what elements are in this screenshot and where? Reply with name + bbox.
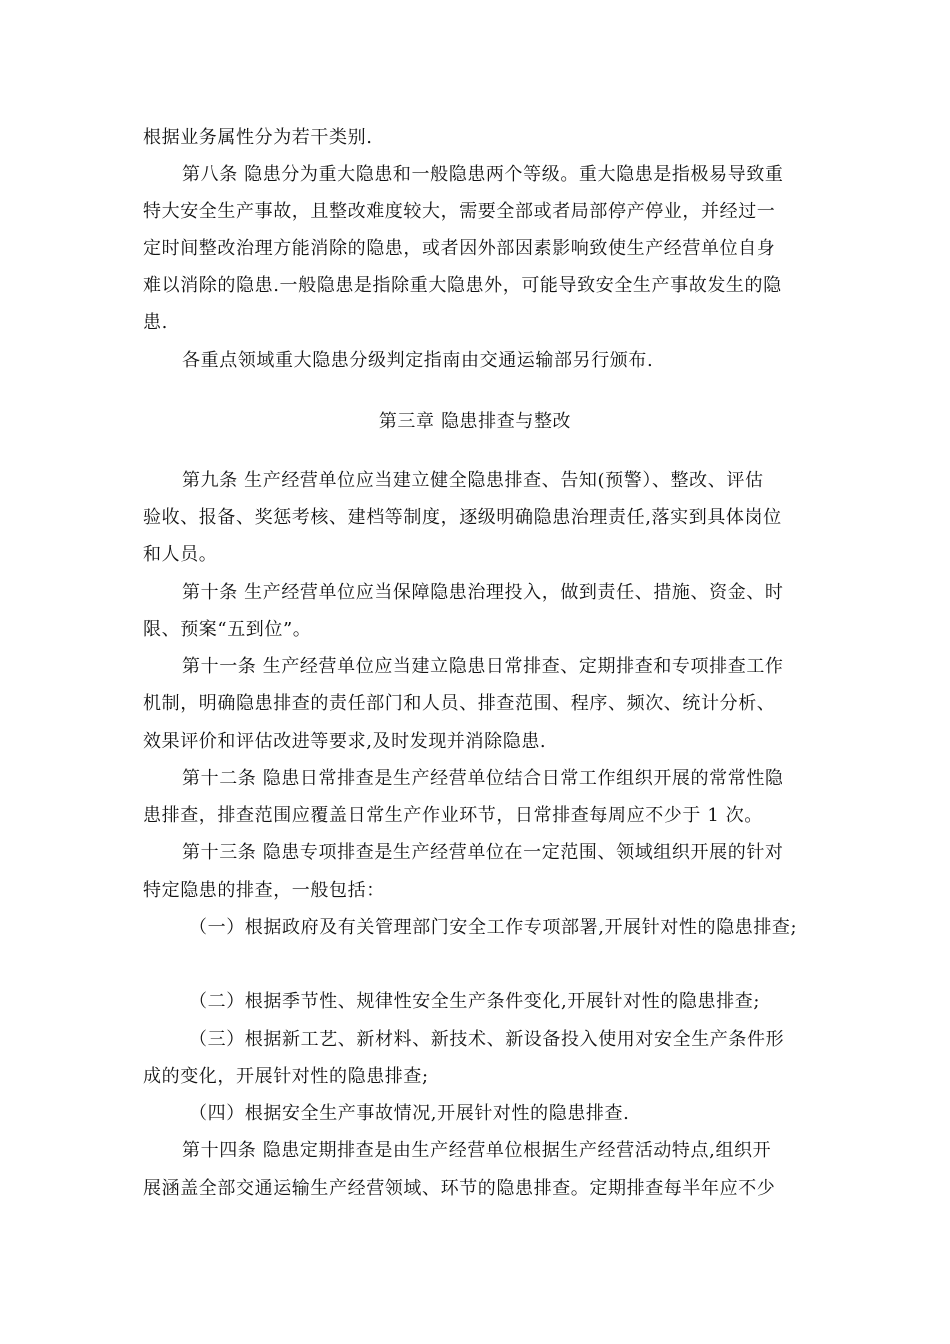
text-line: 展涵盖全部交通运输生产经营领域、环节的隐患排查。定期排查每半年应不少 [143,1178,776,1199]
text-line: 特大安全生产事故，且整改难度较大，需要全部或者局部停产停业，并经过一 [143,201,776,222]
text-line: 各重点领域重大隐患分级判定指南由交通运输部另行颁布. [182,350,654,371]
text-line: 机制，明确隐患排查的责任部门和人员、排查范围、程序、频次、统计分析、 [143,693,776,714]
text-line: 特定隐患的排查，一般包括： [143,880,385,901]
text-line: 成的变化，开展针对性的隐患排查; [143,1066,429,1087]
list-item-line: （四）根据安全生产事故情况,开展针对性的隐患排查. [189,1103,630,1124]
article-13-line: 第十三条 隐患专项排查是生产经营单位在一定范围、领域组织开展的针对 [182,842,784,863]
list-item-line: （三）根据新工艺、新材料、新技术、新设备投入使用对安全生产条件形 [189,1029,785,1050]
text-line: 效果评价和评估改进等要求,及时发现并消除隐患. [143,731,547,752]
text-line: 根据业务属性分为若干类别. [143,127,373,148]
article-9-line: 第九条 生产经营单位应当建立健全隐患排查、告知(预警）、整改、评估 [182,470,764,491]
article-14-line: 第十四条 隐患定期排查是由生产经营单位根据生产经营活动特点,组织开 [182,1140,772,1161]
text-line: 和人员。 [143,544,218,565]
text-line: 患排查，排查范围应覆盖日常生产作业环节，日常排查每周应不少于 1 次。 [143,805,763,826]
article-12-line: 第十二条 隐患日常排查是生产经营单位结合日常工作组织开展的常常性隐 [182,768,784,789]
chapter-heading: 第三章 隐患排查与整改 [378,411,572,432]
article-10-line: 第十条 生产经营单位应当保障隐患治理投入，做到责任、措施、资金、时 [182,582,784,603]
article-11-line: 第十一条 生产经营单位应当建立隐患日常排查、定期排查和专项排查工作 [182,656,784,677]
list-item-line: （一）根据政府及有关管理部门安全工作专项部署,开展针对性的隐患排查; [189,917,798,938]
text-line: 难以消除的隐患.一般隐患是指除重大隐患外，可能导致安全生产事故发生的隐 [143,275,782,296]
text-line: 验收、报备、奖惩考核、建档等制度，逐级明确隐患治理责任,落实到具体岗位 [143,507,782,528]
text-line: 患. [143,312,168,333]
text-line: 限、预案“五到位”。 [143,619,312,640]
text-line: 定时间整改治理方能消除的隐患，或者因外部因素影响致使生产经营单位自身 [143,238,776,259]
article-8-line: 第八条 隐患分为重大隐患和一般隐患两个等级。重大隐患是指极易导致重 [182,164,784,185]
list-item-line: （二）根据季节性、规律性安全生产条件变化,开展针对性的隐患排查; [189,991,760,1012]
